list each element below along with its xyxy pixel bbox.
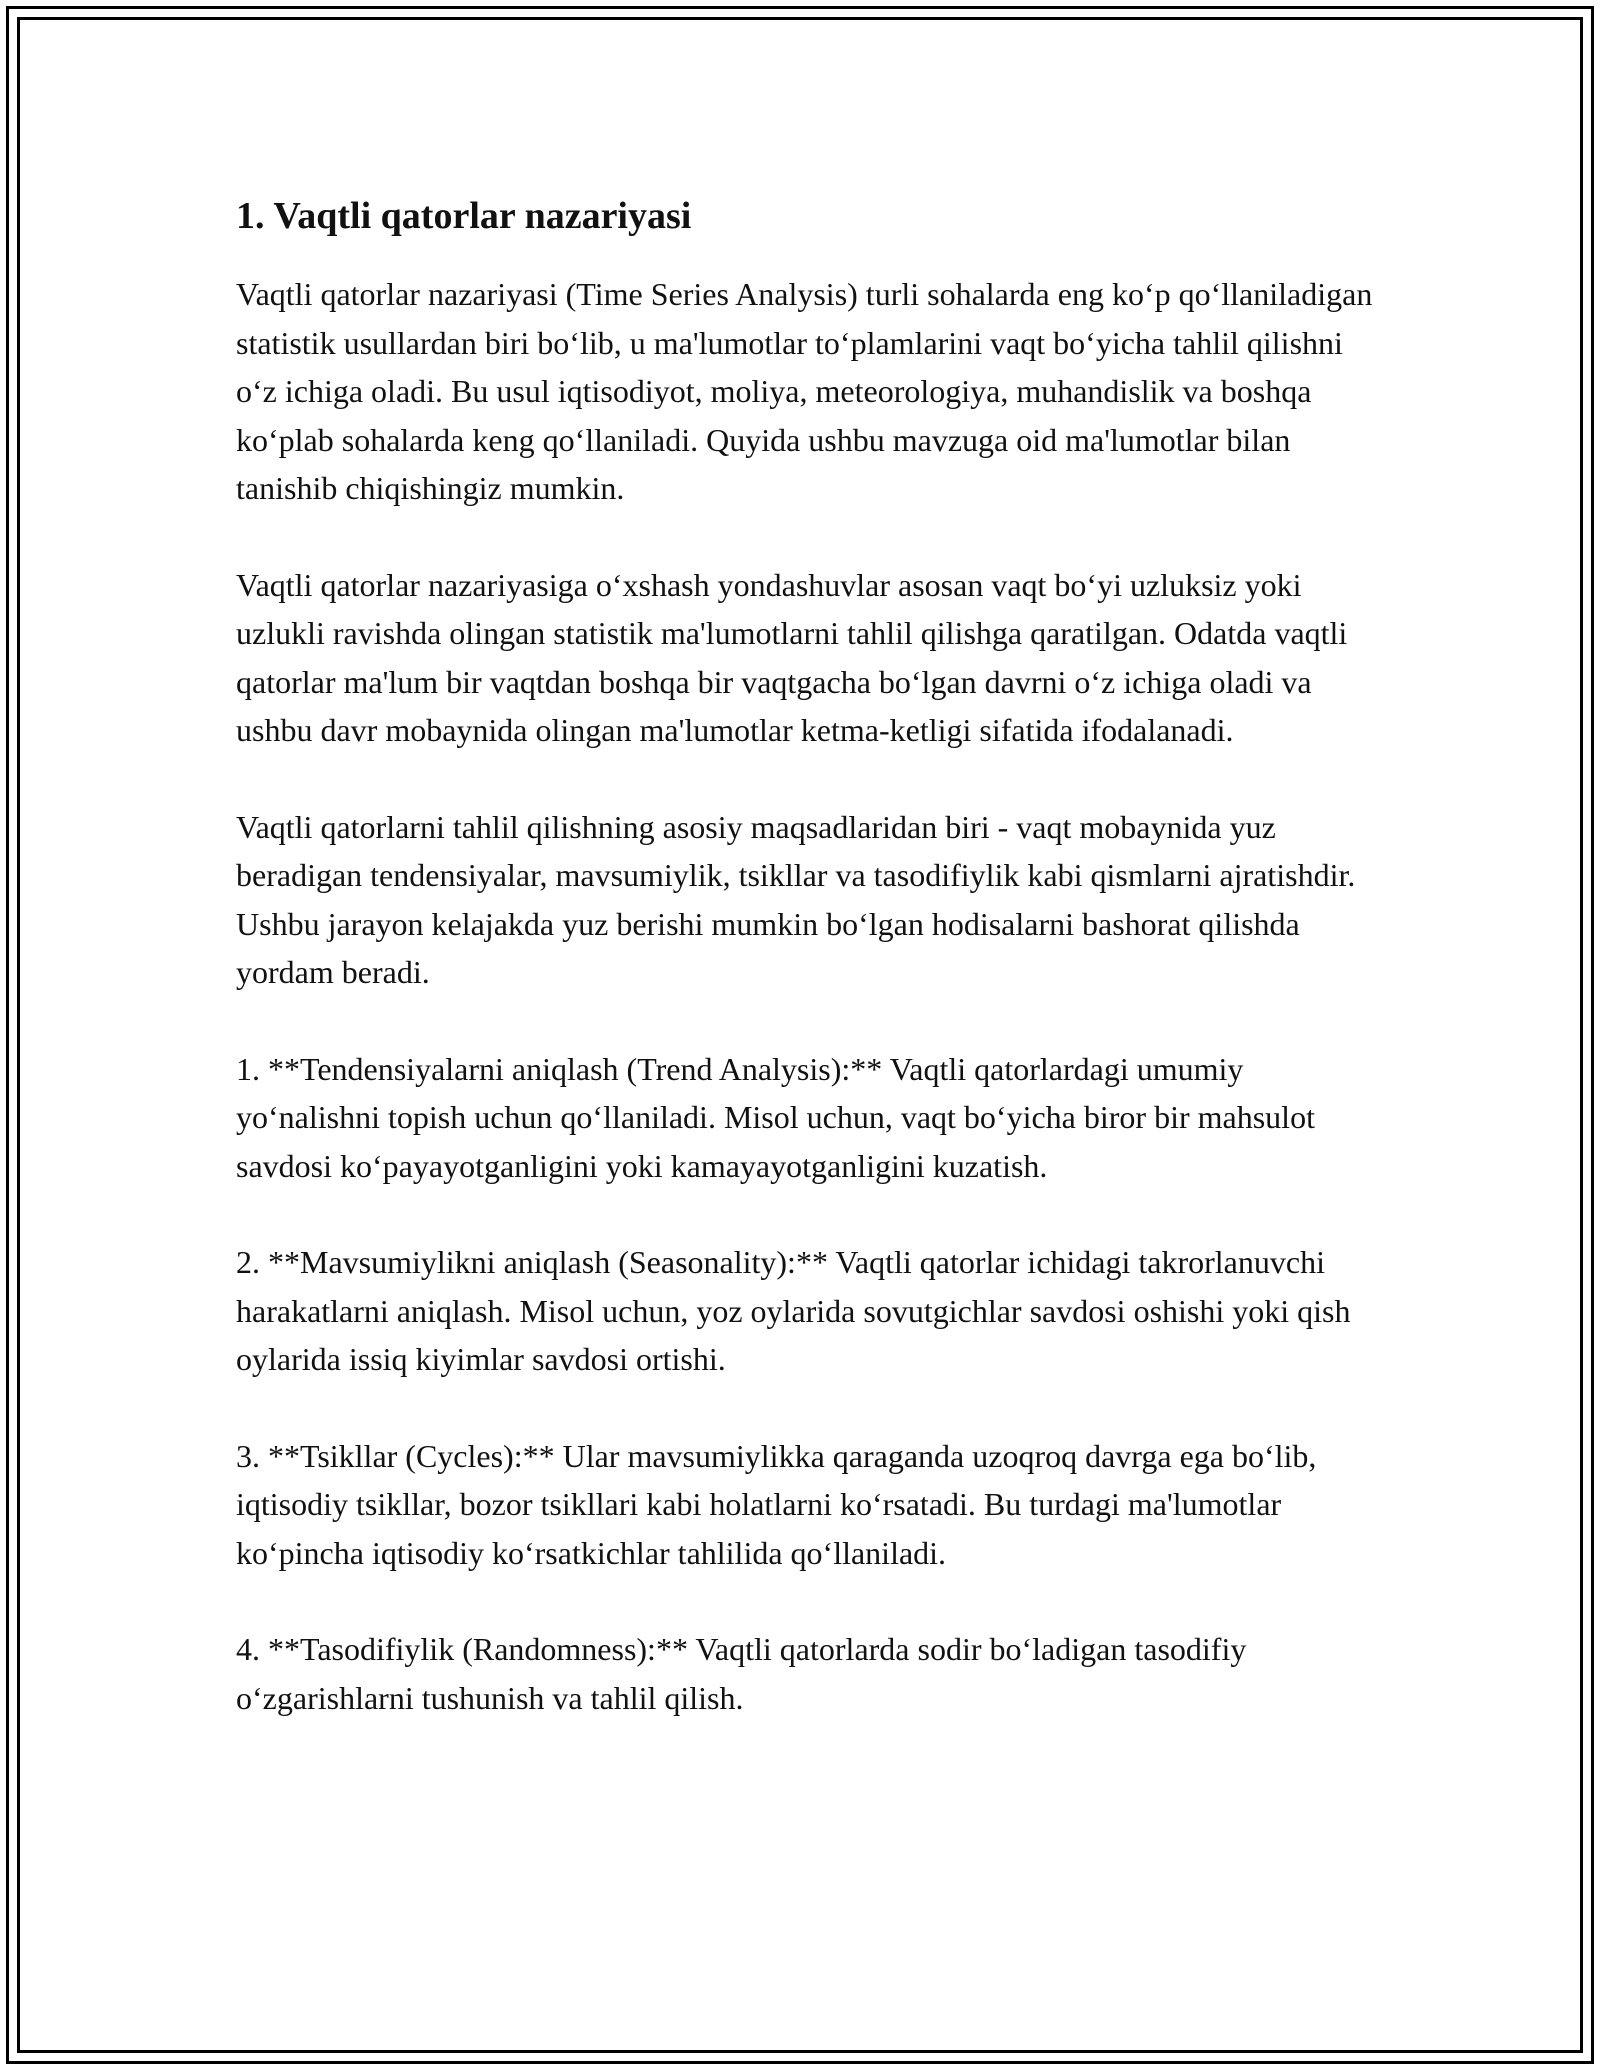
list-item-randomness: 4. **Tasodifiylik (Randomness):** Vaqtli qatorlarda sodir bo‘ladigan tasodifiy o‘zgarishlarni tushunish va tahlil qilish. — [236, 1631, 1247, 1716]
document-body — [236, 190, 1386, 1770]
paragraph-intro: Vaqtli qatorlar nazariyasi (Time Series Analysis) turli sohalarda eng ko‘p qo‘llaniladigan statistik usullardan biri bo‘lib, u ma'lumotlar to‘plamlarini vaqt bo‘yicha tahlil qilishni o‘z ichiga oladi. Bu usul iqtisodiyot, moliya, meteorologiya, muhandislik va boshqa ko‘plab sohalarda keng qo‘llaniladi. Quyida ushbu mavzuga oid ma'lumotlar bilan tanishib chiqishingiz mumkin. — [236, 276, 1373, 506]
section-heading: 1. Vaqtli qatorlar nazariyasi — [236, 195, 692, 237]
list-item-trend: 1. **Tendensiyalarni aniqlash (Trend Analysis):** Vaqtli qatorlardagi umumiy yo‘nalishni topish uchun qo‘llaniladi. Misol uchun, vaqt bo‘yicha biror bir mahsulot savdosi ko‘payayotganligini yoki kamayayotganligini kuzatish. — [236, 1050, 1315, 1184]
paragraph-goals: Vaqtli qatorlarni tahlil qilishning asosiy maqsadlaridan biri - vaqt mobaynida yuz beradigan tendensiyalar, mavsumiylik, tsikllar va tasodifiylik kabi qismlarni ajratishdir. Ushbu jarayon kelajakda yuz berishi mumkin bo‘lgan hodisalarni bashorat qilishda yordam beradi. — [236, 808, 1356, 990]
list-item-seasonality: 2. **Mavsumiylikni aniqlash (Seasonality):** Vaqtli qatorlar ichidagi takrorlanuvchi harakatlarni aniqlash. Misol uchun, yoz oylarida sovutgichlar savdosi oshishi yoki qish oylarida issiq kiyimlar savdosi ortishi. — [236, 1244, 1351, 1377]
paragraph-approaches: Vaqtli qatorlar nazariyasiga o‘xshash yondashuvlar asosan vaqt bo‘yi uzluksiz yoki uzlukli ravishda olingan statistik ma'lumotlarni tahlil qilishga qaratilgan. Odatda vaqtli qatorlar ma'lum bir vaqtdan boshqa bir vaqtgacha bo‘lgan davrni o‘z ichiga oladi va ushbu davr mobaynida olingan ma'lumotlar ketma-ketligi sifatida ifodalanadi. — [236, 566, 1348, 748]
list-item-cycles: 3. **Tsikllar (Cycles):** Ular mavsumiylikka qaraganda uzoqroq davrga ega bo‘lib, iqtisodiy tsikllar, bozor tsikllari kabi holatlarni ko‘rsatadi. Bu turdagi ma'lumotlar ko‘pincha iqtisodiy ko‘rsatkichlar tahlilida qo‘llaniladi. — [236, 1437, 1317, 1571]
